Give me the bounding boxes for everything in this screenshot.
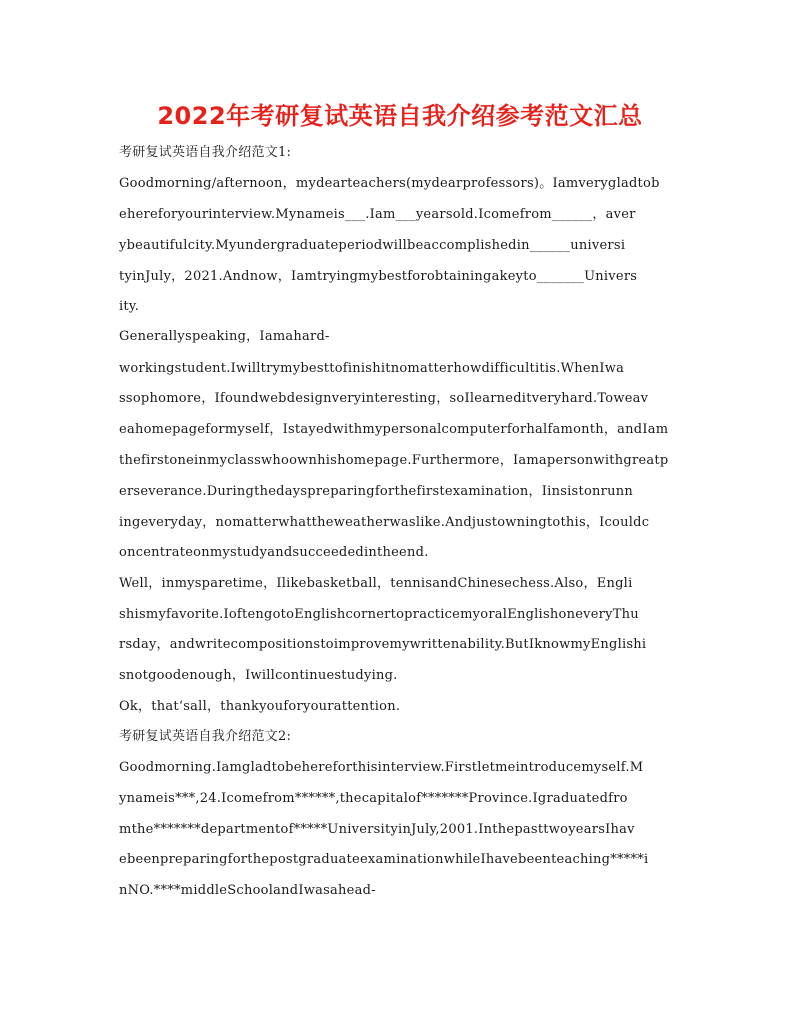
paragraph-line: eahomepageformyself，Istayedwithmypersonalcomputerforhalfamonth，andIam: [119, 422, 669, 437]
paragraph-line: Generallyspeaking，Iamahard-: [119, 329, 330, 344]
paragraph-line: ssophomore，Ifoundwebdesignveryinteresting，soIlearneditveryhard.Toweav: [119, 391, 649, 406]
paragraph-line: Goodmorning.Iamgladtobehereforthisinterview.Firstletmeintroducemyself.M: [119, 760, 644, 775]
paragraph-line: shismyfavorite.IoftengotoEnglishcornertopracticemyoralEnglishoneveryThu: [119, 607, 639, 622]
paragraph-line: workingstudent.Iwilltrymybesttofinishitnomatterhowdifficultitis.WhenIwa: [119, 361, 625, 376]
paragraph-line: tyinJuly，2021.Andnow，Iamtryingmybestforobtainingakeyto_______Univers: [119, 269, 638, 284]
paragraph-line: Goodmorning/afternoon，mydearteachers(mydearprofessors)。Iamverygladtob: [119, 176, 660, 191]
paragraph-line: snotgoodenough，Iwillcontinuestudying.: [119, 668, 398, 683]
paragraph-line: Well，inmysparetime，Ilikebasketball，tennisandChinesechess.Also，Engli: [119, 576, 633, 591]
paragraph-line: ingeveryday，nomatterwhattheweatherwaslike.Andjustowningtothis，Icouldc: [119, 515, 650, 530]
paragraph-line: ehereforyourinterview.Mynameis___.Iam___yearsold.Icomefrom______，aver: [119, 207, 636, 222]
paragraph-line: ybeautifulcity.Myundergraduateperiodwillbeaccomplishedin______universi: [119, 238, 626, 253]
paragraph-line: mthe*******departmentof*****UniversityinJuly,2001.InthepasttwoyearsIhav: [119, 822, 635, 837]
paragraph-line: ebeenpreparingforthepostgraduateexaminationwhileIhavebeenteaching*****i: [119, 852, 649, 867]
paragraph-line: nNO.****middleSchoolandIwasahead-: [119, 883, 376, 898]
section-heading-2: 考研复试英语自我介绍范文2:: [119, 729, 292, 744]
paragraph-line: oncentrateonmystudyandsucceededintheend.: [119, 545, 429, 560]
paragraph-line: thefirstoneinmyclasswhoownhishomepage.Furthermore，Iamapersonwithgreatp: [119, 453, 669, 468]
section-heading-1: 考研复试英语自我介绍范文1:: [119, 145, 292, 160]
paragraph-line: ynameis***,24.Icomefrom******,thecapitalof*******Province.Igraduatedfro: [119, 791, 628, 806]
paragraph-line: Ok，that‘sall，thankyouforyourattention.: [119, 699, 401, 714]
paragraph-line: erseverance.Duringthedayspreparingforthefirstexamination，Iinsistonrunn: [119, 484, 633, 499]
paragraph-line: ity.: [119, 299, 140, 314]
document-title: 2022年考研复试英语自我介绍参考范文汇总: [157, 102, 643, 130]
paragraph-line: rsday，andwritecompositionstoimprovemywrittenability.ButIknowmyEnglishi: [119, 637, 647, 652]
